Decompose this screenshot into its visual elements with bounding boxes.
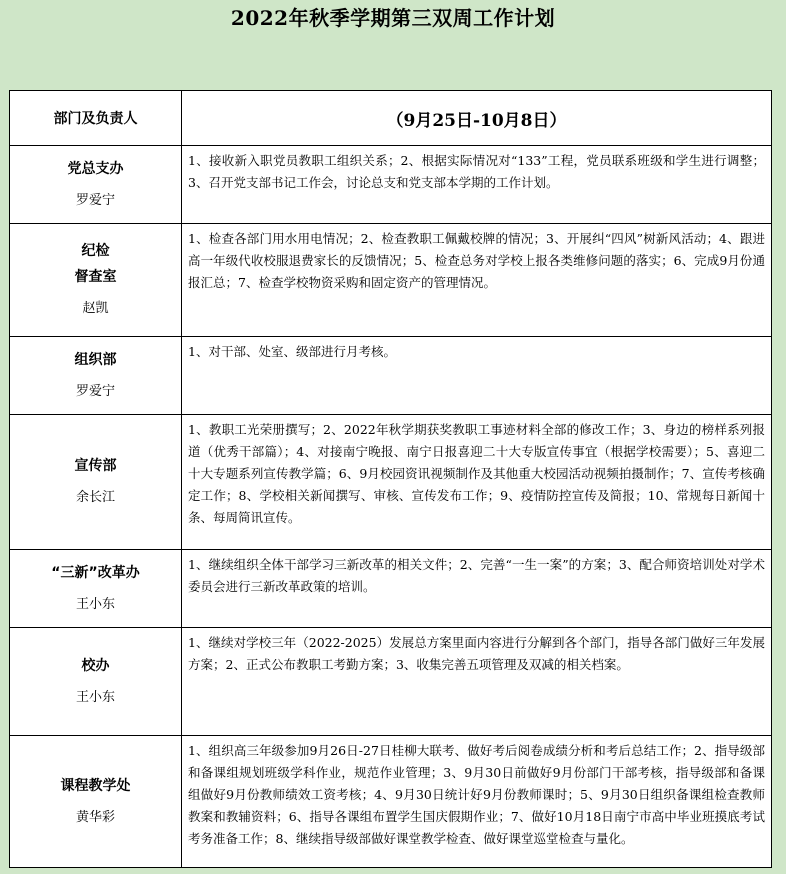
dept-person: 王小东 xyxy=(75,689,115,705)
dept-name: “三新”改革办 xyxy=(51,564,140,581)
table-row xyxy=(10,736,772,868)
plan-text: 1、对干部、处室、级部进行月考核。 xyxy=(188,344,396,359)
plan-text: 1、组织高三年级参加9月26日-27日桂柳大联考、做好考后阅卷成绩分析和考后总结工作；2、指导级部和备课组规划班级学科作业，规范作业管理；3、9月30日前做好9月份部门干部考核，指导级部和备课组做好9月份教师绩效工资考核；4、9月30日统计好9月份教师课时；5、9月30日组织备课组检查教师教案和教辅资料；6、指导各课组布置学生国庆假期作业；7、做好10月18日南宁市高中毕业班摸底考试考务准备工作；8、继续指导级部做好课堂教学检查、做好课堂巡堂检查与量化。 xyxy=(188,743,765,846)
table-row xyxy=(10,224,772,337)
plan-cell xyxy=(182,736,772,868)
table-row xyxy=(10,415,772,550)
dept-person: 王小东 xyxy=(75,596,115,612)
dept-name-line1: 纪检 xyxy=(81,243,110,259)
dept-cell xyxy=(10,415,182,550)
work-plan-table xyxy=(9,90,772,868)
plan-cell xyxy=(182,337,772,415)
table-header-row xyxy=(10,91,772,146)
plan-text: 1、检查各部门用水用电情况；2、检查教职工佩戴校牌的情况；3、开展纠“四风”树新风活动；4、跟进高一年级代收校服退费家长的反馈情况；5、检查总务对学校上报各类维修问题的落实；6、完成9月份通报汇总；7、检查学校物资采购和固定资产的管理情况。 xyxy=(188,231,765,290)
dept-person: 黄华彩 xyxy=(75,809,115,825)
table-row xyxy=(10,337,772,415)
plan-text: 1、教职工光荣册撰写；2、2022年秋学期获奖教职工事迹材料全部的修改工作；3、身边的榜样系列报道（优秀干部篇）；4、对接南宁晚报、南宁日报喜迎二十大专版宣传事宜（根据学校需要）；5、喜迎二十大专题系列宣传教学篇；6、9月校园资讯视频制作及其他重大校园活动视频拍摄制作；7、宣传考核确定工作；8、学校相关新闻撰写、审核、宣传发布工作；9、疫情防控宣传及简报；10、常规每日新闻十条、每周简讯宣传。 xyxy=(188,422,765,525)
dept-cell xyxy=(10,337,182,415)
dept-cell xyxy=(10,146,182,224)
dept-name: 课程教学处 xyxy=(60,777,131,794)
dept-name-line2: 督查室 xyxy=(74,269,117,285)
dept-name: 宣传部 xyxy=(74,458,117,474)
table-row xyxy=(10,628,772,736)
dept-name: 党总支办 xyxy=(67,160,124,177)
plan-text: 1、继续对学校三年（2022-2025）发展总方案里面内容进行分解到各个部门，指导各部门做好三年发展方案；2、正式公布教职工考勤方案；3、收集完善五项管理及双减的相关档案。 xyxy=(188,635,765,672)
plan-text: 1、接收新入职党员教职工组织关系；2、根据实际情况对“133”工程，党员联系班级和学生进行调整；3、召开党支部书记工作会，讨论总支和党支部本学期的工作计划。 xyxy=(188,153,765,190)
page-title: 2022年秋季学期第三双周工作计划 xyxy=(230,6,556,30)
dept-person: 余长江 xyxy=(75,490,115,505)
plan-cell xyxy=(182,224,772,337)
dept-name: 校办 xyxy=(81,657,110,674)
dept-cell xyxy=(10,736,182,868)
plan-cell xyxy=(182,146,772,224)
dept-person: 赵凯 xyxy=(82,301,109,316)
dept-column-header: 部门及负责人 xyxy=(10,91,182,146)
plan-text: 1、继续组织全体干部学习三新改革的相关文件；2、完善“一生一案”的方案；3、配合师资培训处对学术委员会进行三新改革政策的培训。 xyxy=(188,557,765,594)
table-row xyxy=(10,146,772,224)
period-column-header: （9月25日-10月8日） xyxy=(182,91,772,146)
plan-cell xyxy=(182,550,772,628)
table-row xyxy=(10,550,772,628)
dept-person: 罗爱宁 xyxy=(75,192,115,208)
plan-cell xyxy=(182,415,772,550)
plan-cell xyxy=(182,628,772,736)
dept-name: 组织部 xyxy=(74,351,117,368)
dept-cell xyxy=(10,224,182,337)
dept-person: 罗爱宁 xyxy=(75,383,115,399)
dept-cell xyxy=(10,550,182,628)
dept-cell xyxy=(10,628,182,736)
